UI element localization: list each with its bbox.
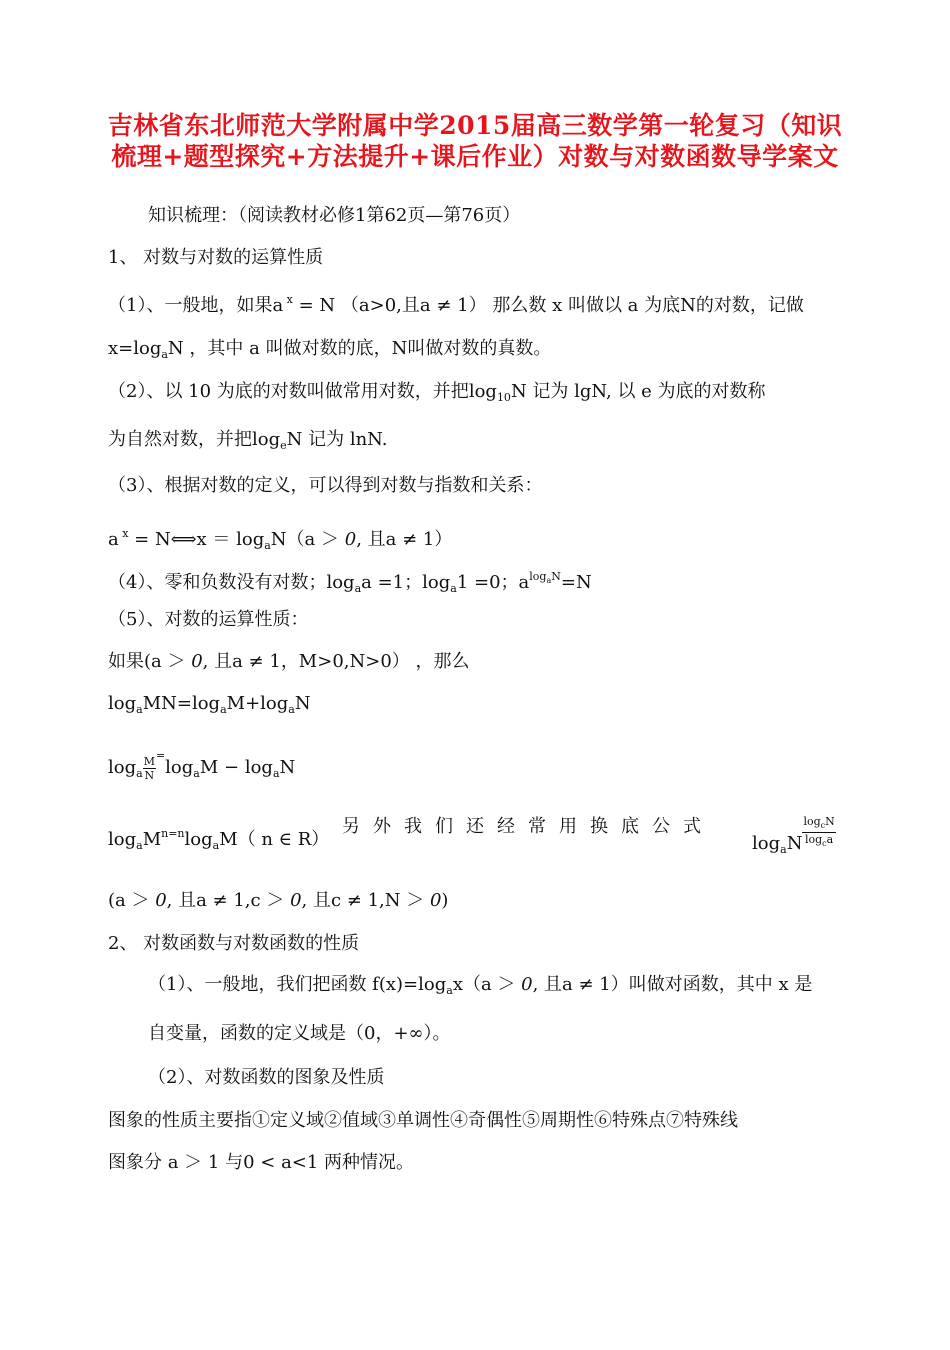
formula: a $^x$ = N xyxy=(272,293,336,316)
formula: $\log_aa$ xyxy=(326,572,372,595)
text: （1）、一般地，我们把函数 f(x)= xyxy=(148,974,419,995)
text: x= xyxy=(108,338,134,359)
change-of-base-condition: (a ＞ 0, 且a ≠ 1,c ＞ 0, 且c ≠ 1,N ＞ 0) xyxy=(108,890,449,911)
document-title: 吉林省东北师范大学附属中学2015届高三数学第一轮复习（知识梳理+题型探究+方法提升+课后作业）对数与对数函数导学案文 xyxy=(107,111,843,171)
fraction: $\frac{M}{N}$ xyxy=(143,754,155,782)
properties-heading: （5）、对数的运算性质： xyxy=(108,609,309,630)
formula: N xyxy=(680,295,696,316)
text: （1）、一般地，如果 xyxy=(108,295,273,316)
formula: a ≠ 1 xyxy=(419,295,469,316)
intro-line: 知识梳理：（阅读教材必修1第62页—第76页） xyxy=(148,205,521,226)
special-values-line xyxy=(108,565,592,601)
text: =1； xyxy=(371,572,423,593)
log-function-definition xyxy=(148,973,812,1003)
text: 记为 lgN, 以 e 为底的对数称 xyxy=(526,381,766,402)
common-log-line xyxy=(108,380,766,410)
text: 记为 lnN. xyxy=(302,429,388,450)
change-of-base-text: 另外我们还经常用换底公式 xyxy=(342,816,714,837)
properties-condition xyxy=(108,650,470,674)
section1-heading: 1、 对数与对数的运算性质 xyxy=(108,247,324,268)
graph-cases-line xyxy=(108,1151,414,1175)
text: =N xyxy=(560,572,592,593)
text: =0； xyxy=(468,572,519,593)
formula: 0 < xyxy=(243,1152,282,1173)
relation-line: （3）、根据对数的定义，可以得到对数与指数和关系： xyxy=(108,475,543,496)
definition-line-2 xyxy=(108,337,551,367)
text: ） 那么数 x 叫做以 a 为底 xyxy=(468,295,681,316)
natural-log-line xyxy=(108,428,388,458)
formula: $\log_ax(a > 0$, 且a ≠ 1） xyxy=(418,974,629,997)
formula: $a^{log_aN}$ xyxy=(518,570,561,593)
graph-properties-line: 图象的性质主要指①定义域②值域③单调性④奇偶性⑤周期性⑥特殊点⑦特殊线 xyxy=(108,1110,738,1131)
formula: $\log_eN$ xyxy=(252,429,303,452)
power-rule: $\log_aM^{n=n}\log_aM$（ n ∈ R） xyxy=(108,827,330,852)
formula: $\log_{10}N$ xyxy=(468,381,527,404)
fraction: $\frac{\log_cN}{\log_ca}$ xyxy=(803,815,835,849)
text: 叫做对函数，其中 x 是 xyxy=(628,974,813,995)
text: 如果 xyxy=(108,651,144,672)
section2-heading: 2、 对数函数与对数函数的性质 xyxy=(108,933,360,954)
domain-line: 自变量，函数的定义域是（0，+∞）。 xyxy=(148,1023,451,1044)
product-rule: $\log_aMN=\log_aM+\log_aN$ xyxy=(108,693,311,716)
formula: (a ＞ 0, 且a ≠ 1 xyxy=(144,651,281,672)
text: 叫做对数的真数。 xyxy=(407,338,552,359)
graph-heading: （2）、对数函数的图象及性质 xyxy=(148,1067,385,1088)
text: 为自然对数，并把 xyxy=(108,429,252,450)
relation-formula: a $^x$ = N⟺x ＝ $\log_aN(a > 0$, 且a ≠ 1） xyxy=(108,527,453,552)
text: （a>0,且 xyxy=(340,295,420,316)
change-of-base-formula: $\log_aN$ $\frac{\log_cN}{\log_ca}$ xyxy=(752,815,835,857)
text: ，其中 a 叫做对数的底， xyxy=(189,338,392,359)
text: （4）、零和负数没有对数； xyxy=(108,572,327,593)
formula: $\log_aN$ xyxy=(133,338,184,361)
definition-line-1 xyxy=(108,288,804,318)
text: ，M>0,N>0） ，那么 xyxy=(280,651,470,672)
quotient-rule: $\log_a$ $\frac{M}{N}$ $^=\log_aM - \log_aN$ xyxy=(108,749,296,782)
formula: $\log_a1$ xyxy=(422,572,469,595)
text: （2）、以 10 为底的对数叫做常用对数，并把 xyxy=(108,381,469,402)
text: 的对数，记做 xyxy=(695,295,804,316)
text: 图象分 a ＞ 1 与 xyxy=(108,1152,244,1173)
formula: N xyxy=(391,338,408,359)
text: a<1 两种情况。 xyxy=(281,1152,415,1173)
